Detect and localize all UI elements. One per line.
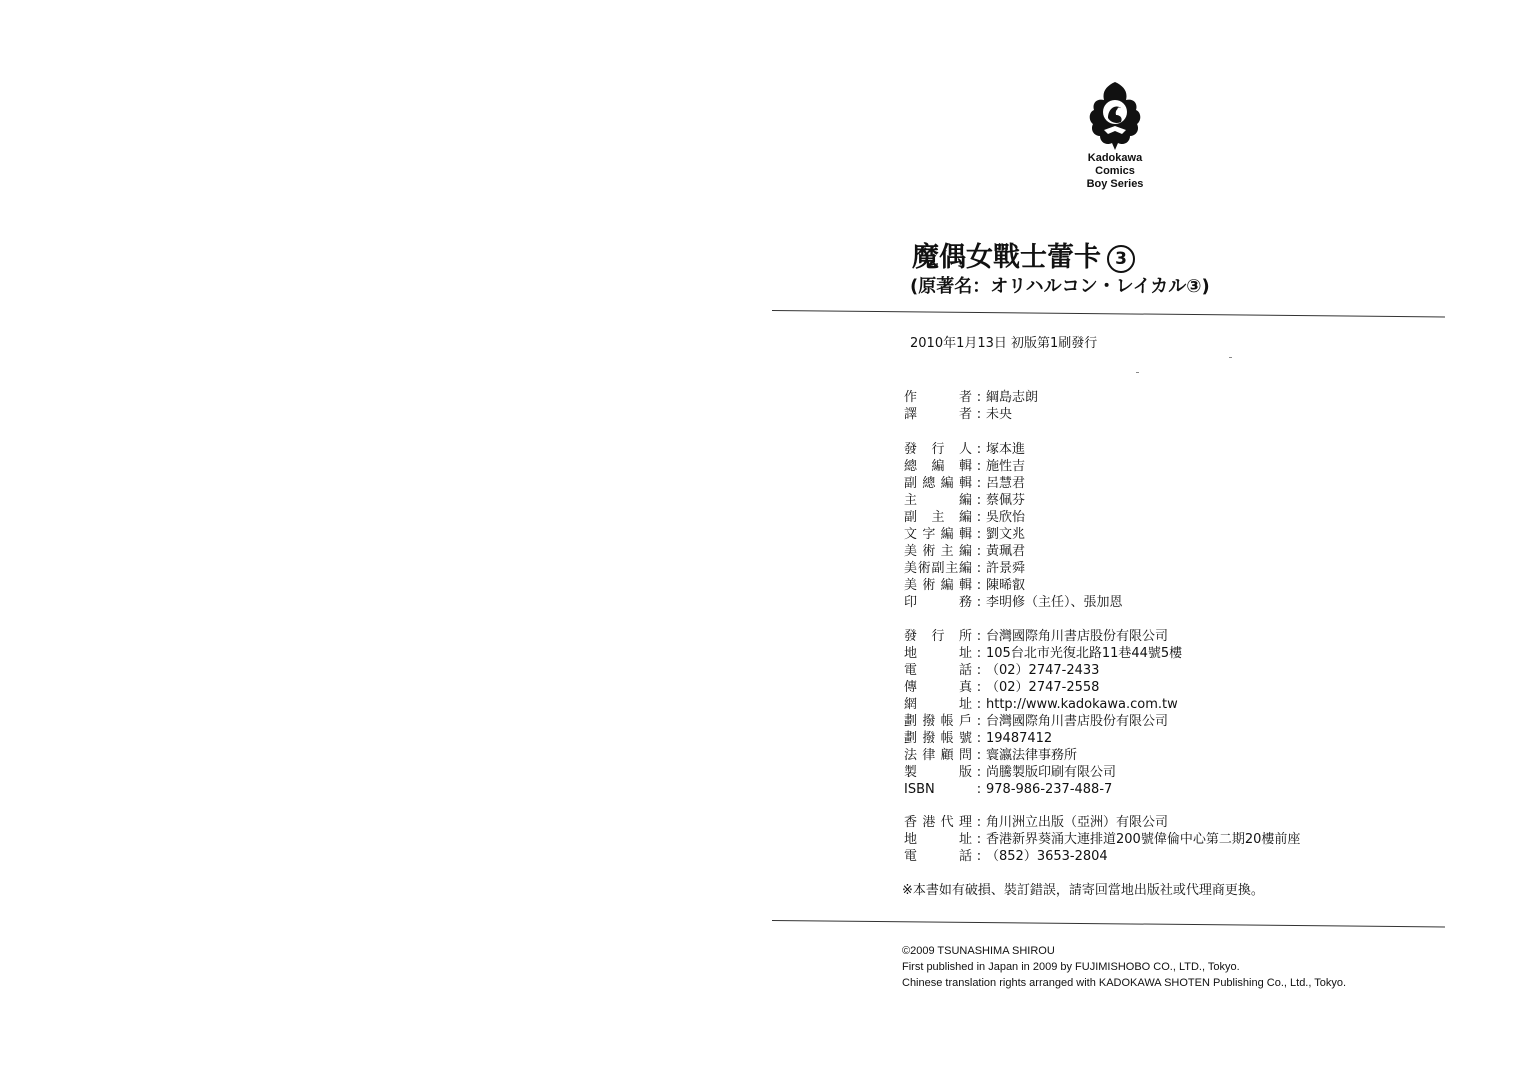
hongkong-value: 角川洲立出版（亞洲）有限公司 [986,815,1169,830]
publisher-row: 製版 : 尚騰製版印刷有限公司 [904,765,1117,780]
publisher-label: 發行所 [904,629,972,644]
staff-row: 主編 : 蔡佩芬 [904,493,1026,508]
staff-value: 李明修（主任）、張加恩 [986,595,1123,610]
hongkong-value: 香港新界葵涌大連排道200號偉倫中心第二期20樓前座 [986,832,1301,847]
staff-row: 總編輯 : 施性吉 [904,459,1026,474]
publisher-value: 19487412 [986,731,1053,746]
staff-label: 美術編輯 [904,578,972,593]
staff-row: 文字編輯 : 劉文兆 [904,527,1026,542]
publisher-row: 地址 : 105台北市光復北路11巷44號5樓 [904,646,1183,661]
publisher-label: 網址 [904,697,972,712]
publisher-row: 電話 : （02）2747-2433 [904,663,1100,678]
hongkong-label: 電話 [904,849,972,864]
publisher-row: 傳真 : （02）2747-2558 [904,680,1100,695]
translation-rights-line: Chinese translation rights arranged with KADOKAWA SHOTEN Publishing Co., Ltd., Tokyo. [902,977,1347,989]
staff-value: 蔡佩芬 [986,493,1026,508]
publisher-logo [1070,80,1160,191]
staff-label: 副總編輯 [904,476,972,491]
staff-label: 主編 [904,493,972,508]
staff-row: 美術主編 : 黃珮君 [904,544,1026,559]
publisher-label: 劃撥帳戶 [904,714,972,729]
staff-row: 印務 : 李明修（主任）、張加恩 [904,595,1123,610]
hongkong-label: 香港代理 [904,815,972,830]
publisher-value: 台灣國際角川書店股份有限公司 [986,629,1169,644]
phoenix-emblem-icon [1086,80,1144,152]
top-divider [772,310,1445,317]
staff-value: 陳晞叡 [986,578,1026,593]
publisher-value: （02）2747-2558 [986,680,1100,695]
staff-row: 副總編輯 : 呂慧君 [904,476,1026,491]
publisher-label: ISBN [904,782,935,797]
book-title-text: 魔偶女戰士蕾卡 [912,242,1101,273]
hongkong-value: （852）3653-2804 [986,849,1108,864]
staff-row: 副主編 : 吳欣怡 [904,510,1026,525]
publisher-row: 劃撥帳戶 : 台灣國際角川書店股份有限公司 [904,714,1169,729]
publisher-value: http://www.kadokawa.com.tw [986,697,1178,712]
hongkong-label: 地址 [904,832,972,847]
book-title [912,240,1135,276]
copyright-block [902,943,1346,991]
publisher-row: ISBN : 978-986-237-488-7 [904,782,1113,797]
credit-row: 作者 : 綱島志朗 [904,390,1039,405]
staff-value: 吳欣怡 [986,510,1026,525]
logo-line-2: Boy Series [1086,178,1144,190]
scan-speck [1229,357,1232,358]
publisher-label: 地址 [904,646,972,661]
staff-value: 呂慧君 [986,476,1026,491]
staff-label: 總編輯 [904,459,972,474]
publisher-row: 發行所 : 台灣國際角川書店股份有限公司 [904,629,1169,644]
publisher-row: 法律顧問 : 寰瀛法律事務所 [904,748,1078,763]
publisher-row: 網址 : http://www.kadokawa.com.tw [904,697,1178,712]
publisher-value: 978-986-237-488-7 [986,782,1113,797]
credit-label: 譯者 [904,407,972,422]
credit-value: 未央 [986,407,1013,422]
hongkong-agent-block [904,814,1300,865]
staff-label: 副主編 [904,510,972,525]
logo-line-1: Kadokawa Comics [1087,152,1143,177]
credit-label: 作者 [904,390,972,405]
hongkong-row: 電話 : （852）3653-2804 [904,849,1108,864]
volume-number: 3 [1107,245,1135,273]
staff-label: 美術副主編 [904,561,972,576]
credit-value: 綱島志朗 [986,390,1039,405]
staff-label: 印務 [904,595,972,610]
staff-row: 發行人 : 塚本進 [904,442,1026,457]
staff-row: 美術編輯 : 陳晞叡 [904,578,1026,593]
staff-label: 美術主編 [904,544,972,559]
staff-value: 黃珮君 [986,544,1026,559]
publisher-value: （02）2747-2433 [986,663,1100,678]
publisher-label: 製版 [904,765,972,780]
credits-block [904,389,1038,423]
staff-label: 發行人 [904,442,972,457]
publisher-block [904,628,1182,798]
publisher-label: 法律顧問 [904,748,972,763]
staff-label: 文字編輯 [904,527,972,542]
staff-value: 施性吉 [986,459,1026,474]
scan-speck [1136,372,1139,373]
damage-notice: ※本書如有破損、裝訂錯誤，請寄回當地出版社或代理商更換。 [902,883,1264,898]
publisher-label: 劃撥帳號 [904,731,972,746]
publisher-value: 尚騰製版印刷有限公司 [986,765,1117,780]
publisher-value: 寰瀛法律事務所 [986,748,1078,763]
first-published-line: First published in Japan in 2009 by FUJIMISHOBO CO., LTD., Tokyo. [902,961,1240,973]
staff-block [904,441,1123,611]
original-title: (原著名：オリハルコン・レイカル③) [910,276,1210,297]
edition-line: 2010年1月13日 初版第1刷發行 [910,336,1098,351]
hongkong-row: 地址 : 香港新界葵涌大連排道200號偉倫中心第二期20樓前座 [904,832,1301,847]
staff-value: 塚本進 [986,442,1026,457]
bottom-divider [772,920,1445,927]
hongkong-row: 香港代理 : 角川洲立出版（亞洲）有限公司 [904,815,1169,830]
credit-row: 譯者 : 未央 [904,407,1013,422]
publisher-value: 105台北市光復北路11巷44號5樓 [986,646,1183,661]
staff-value: 劉文兆 [986,527,1026,542]
publisher-label: 傳真 [904,680,972,695]
staff-value: 許景舜 [986,561,1026,576]
copyright-line: ©2009 TSUNASHIMA SHIROU [902,945,1055,957]
staff-row: 美術副主編 : 許景舜 [904,561,1026,576]
publisher-value: 台灣國際角川書店股份有限公司 [986,714,1169,729]
publisher-row: 劃撥帳號 : 19487412 [904,731,1053,746]
publisher-label: 電話 [904,663,972,678]
